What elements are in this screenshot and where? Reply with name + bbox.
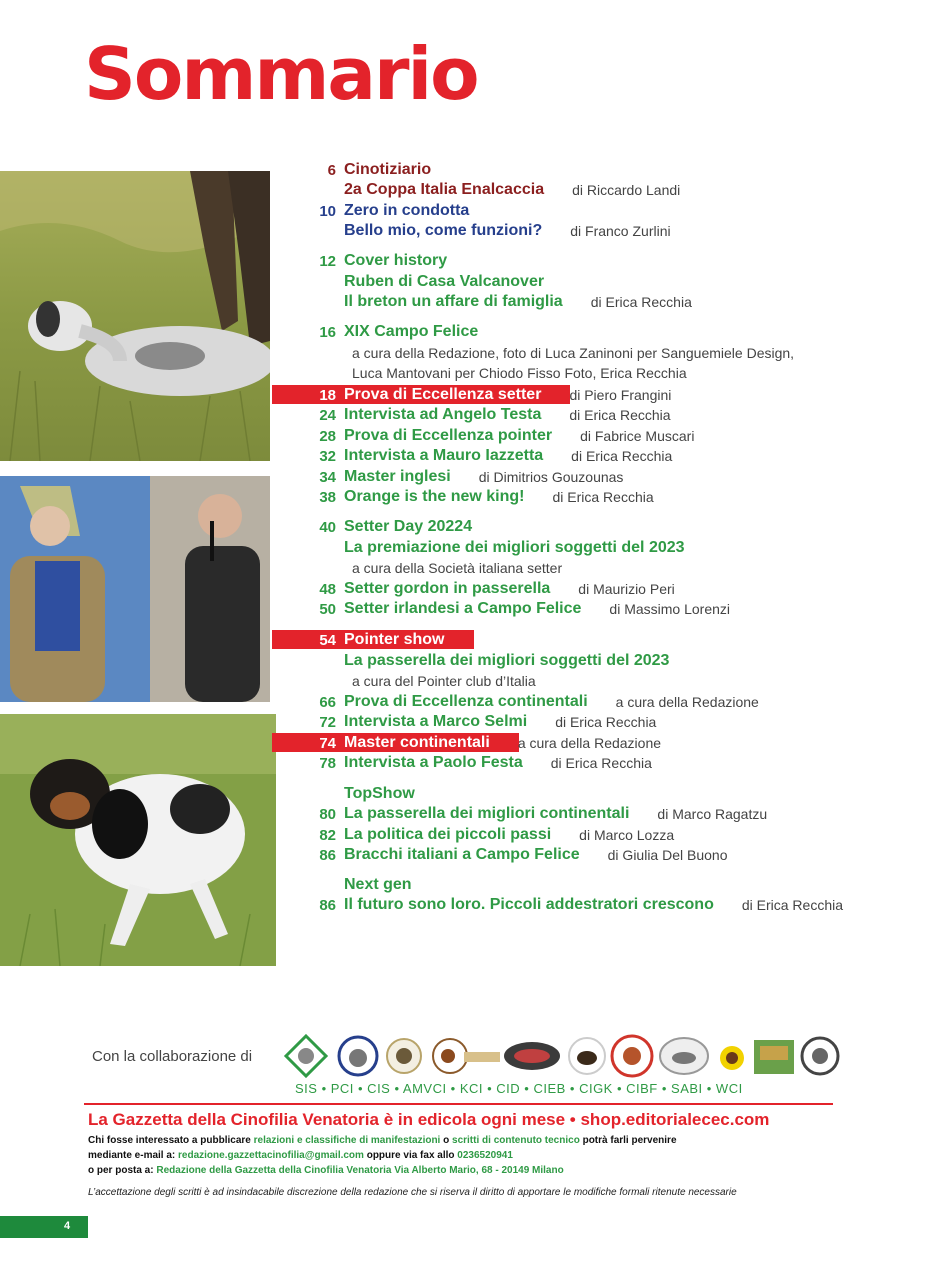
cigk-logo-icon [660, 1038, 708, 1074]
toc-title: Pointer show [344, 631, 445, 648]
toc-title: TopShow [344, 785, 415, 802]
toc-title: Cover history [344, 252, 448, 269]
wci-logo-icon [802, 1038, 838, 1074]
divider [84, 1103, 833, 1105]
toc-author: di Erica Recchia [550, 755, 652, 771]
photo-setter [0, 171, 270, 461]
collaboration-label: Con la collaborazione di [92, 1048, 253, 1065]
toc-page-number: 82 [319, 826, 336, 844]
toc-title: Master continentali [344, 734, 490, 751]
page-number: 4 [64, 1220, 71, 1232]
sis-logo-icon [286, 1036, 326, 1076]
toc-subtext: a cura della Società italiana setter [352, 560, 563, 576]
toc-page-number: 16 [319, 323, 336, 341]
info-line-2: mediante e-mail a: redazione.gazzettacinofilia@gmail.com oppure via fax allo 0236520941 [88, 1150, 513, 1161]
toc-title: Setter irlandesi a Campo Felice [344, 600, 582, 617]
toc-author: di Massimo Lorenzi [609, 601, 731, 617]
toc-author: di Dimitrios Gouzounas [478, 469, 624, 485]
toc-author: di Erica Recchia [555, 714, 657, 730]
toc-author: di Riccardo Landi [572, 182, 681, 198]
toc-page-number: 66 [319, 693, 336, 711]
toc-page-number: 86 [319, 896, 336, 914]
toc-entry[interactable] [272, 292, 692, 312]
toc-entry-highlighted[interactable] [272, 630, 444, 650]
toc-author: a cura della Redazione [517, 735, 662, 751]
toc-title: Intervista a Marco Selmi [344, 713, 528, 730]
toc-entry[interactable] [272, 251, 447, 271]
toc-title: Intervista ad Angelo Testa [344, 406, 542, 423]
toc-title: Il breton un affare di famiglia [344, 293, 563, 310]
toc-subtext: Luca Mantovani per Chiodo Fisso Foto, Erica Recchia [352, 365, 687, 381]
info-line-3: o per posta a: Redazione della Gazzetta della Cinofilia Venatoria Via Alberto Mario, 68 - 20149 Milano [88, 1165, 564, 1176]
toc-title: La premiazione dei migliori soggetti del 2023 [344, 539, 685, 556]
toc-entry[interactable] [272, 804, 767, 824]
toc-title: Prova di Eccellenza setter [344, 386, 542, 403]
toc-entry[interactable] [272, 405, 671, 425]
toc-page-number: 72 [319, 713, 336, 731]
toc-page-number: 54 [319, 631, 336, 649]
toc-title: La passerella dei migliori continentali [344, 805, 630, 822]
toc-entry[interactable] [272, 825, 674, 845]
toc-entry[interactable] [272, 712, 656, 732]
toc-page-number: 40 [319, 518, 336, 536]
toc-entry[interactable] [272, 446, 672, 466]
toc-page-number: 48 [319, 580, 336, 598]
toc-page-number: 32 [319, 447, 336, 465]
toc-entry-highlighted[interactable] [272, 385, 671, 405]
toc-title: Intervista a Paolo Festa [344, 754, 523, 771]
toc-entry[interactable] [272, 221, 671, 241]
disclaimer: L’accettazione degli scritti è ad insindacabile discrezione della redazione che si riserva il diritto di apportare le modifiche formali ritenute necessarie [88, 1187, 737, 1198]
toc-page-number: 34 [319, 468, 336, 486]
toc-entry[interactable] [272, 875, 412, 895]
toc-entry-highlighted[interactable] [272, 733, 661, 753]
toc-author: di Erica Recchia [590, 294, 692, 310]
toc-entry[interactable] [272, 272, 544, 292]
sabi-logo-icon [754, 1040, 794, 1074]
toc-page-number: 38 [319, 488, 336, 506]
photo-running-dog [0, 714, 276, 966]
toc-title: Prova di Eccellenza continentali [344, 693, 588, 710]
toc-author: di Franco Zurlini [570, 223, 671, 239]
toc-entry[interactable] [272, 579, 675, 599]
cibf-logo-icon [720, 1046, 744, 1070]
gazzetta-line: La Gazzetta della Cinofilia Venatoria è in edicola ogni mese • shop.editorialecec.com [88, 1110, 770, 1129]
toc-author: di Giulia Del Buono [607, 847, 728, 863]
toc-entry[interactable] [272, 753, 652, 773]
toc-author: di Erica Recchia [569, 407, 671, 423]
toc-entry[interactable] [272, 895, 843, 915]
toc-page-number: 18 [319, 386, 336, 404]
toc-page-number: 74 [319, 734, 336, 752]
toc-subtext: a cura del Pointer club d’Italia [352, 673, 536, 689]
email-link[interactable]: redazione.gazzettacinofilia@gmail.com [178, 1150, 364, 1161]
toc-page-number: 78 [319, 754, 336, 772]
toc-entry[interactable] [272, 517, 472, 537]
toc-title: Bracchi italiani a Campo Felice [344, 846, 580, 863]
cis-logo-icon [387, 1039, 421, 1073]
toc-title: Orange is the new king! [344, 488, 525, 505]
toc-entry[interactable] [272, 322, 478, 342]
toc-author: a cura della Redazione [615, 694, 759, 710]
toc-author: di Erica Recchia [552, 489, 654, 505]
pci-logo-icon [339, 1037, 377, 1075]
amvci-logo-icon [433, 1039, 500, 1073]
toc-entry[interactable] [272, 201, 469, 221]
toc-title: Ruben di Casa Valcanover [344, 273, 545, 290]
toc-author: di Marco Lozza [579, 827, 675, 843]
toc-entry[interactable] [272, 538, 685, 558]
page-number-box [0, 1216, 88, 1238]
toc-author: di Maurizio Peri [578, 581, 675, 597]
toc-entry[interactable] [272, 651, 669, 671]
toc-subtext: a cura della Redazione, foto di Luca Zaninoni per Sanguemiele Design, [352, 345, 795, 361]
toc-entry[interactable] [272, 487, 654, 507]
toc-author: di Piero Frangini [569, 387, 672, 403]
toc-entry[interactable] [272, 426, 694, 446]
toc-page-number: 86 [319, 846, 336, 864]
toc-title: Zero in condotta [344, 202, 470, 219]
toc-page-number: 28 [319, 427, 336, 445]
toc-author: di Fabrice Muscari [580, 428, 695, 444]
toc-title: Cinotiziario [344, 161, 432, 178]
toc-title: Il futuro sono loro. Piccoli addestratori crescono [344, 896, 714, 913]
cieb-logo-icon [612, 1036, 652, 1076]
toc-page-number: 6 [327, 161, 336, 179]
toc-entry[interactable] [272, 467, 623, 487]
toc-entry[interactable] [272, 160, 431, 180]
toc-entry[interactable] [272, 599, 730, 619]
toc-author: di Erica Recchia [571, 448, 673, 464]
toc-author: di Erica Recchia [741, 897, 843, 913]
club-logos [282, 1032, 842, 1085]
toc-title: 2a Coppa Italia Enalcaccia [344, 181, 545, 198]
toc-page-number: 50 [319, 600, 336, 618]
toc-title: Setter gordon in passerella [344, 580, 551, 597]
toc-page-number: 12 [319, 252, 336, 270]
toc-entry[interactable] [272, 180, 680, 200]
toc-title: Master inglesi [344, 468, 451, 485]
toc-page-number: 24 [319, 406, 336, 424]
kci-logo-icon [504, 1042, 560, 1070]
toc-title: Prova di Eccellenza pointer [344, 427, 553, 444]
cid-logo-icon [569, 1038, 605, 1074]
toc-title: XIX Campo Felice [344, 323, 479, 340]
toc-title: Next gen [344, 876, 412, 893]
toc-title: Bello mio, come funzioni? [344, 222, 543, 239]
toc-page-number: 10 [319, 202, 336, 220]
club-names: SIS • PCI • CIS • AMVCI • KCI • CID • CIEB • CIGK • CIBF • SABI • WCI [295, 1081, 743, 1096]
info-line-1: Chi fosse interessato a pubblicare relazioni e classifiche di manifestazioni o scritti di contenuto tecnico potrà farli pervenire [88, 1135, 677, 1146]
toc-title: Setter Day 20224 [344, 518, 473, 535]
photo-presenters [0, 476, 270, 702]
toc-author: di Marco Ragatzu [657, 806, 768, 822]
toc-entry[interactable] [272, 784, 415, 804]
toc-title: Intervista a Mauro Iazzetta [344, 447, 544, 464]
toc-entry[interactable] [272, 692, 759, 712]
toc-page-number: 80 [319, 805, 336, 823]
toc-title: La politica dei piccoli passi [344, 826, 552, 843]
toc-entry[interactable] [272, 845, 728, 865]
page-title: Sommario [84, 32, 478, 116]
toc-title: La passerella dei migliori soggetti del 2023 [344, 652, 670, 669]
